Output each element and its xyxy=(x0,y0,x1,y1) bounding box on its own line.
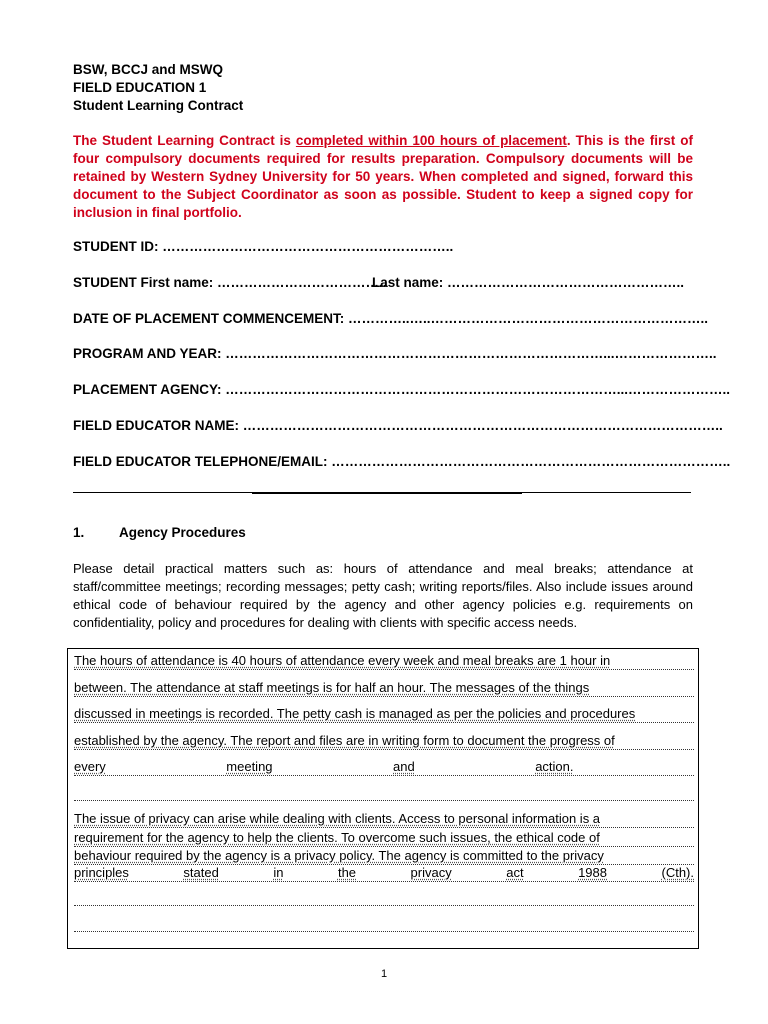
answer-line: The hours of attendance is 40 hours of attendance every week and meal breaks are 1 hour in xyxy=(74,653,694,670)
answer-line: between. The attendance at staff meetings is for half an hour. The messages of the things xyxy=(74,680,694,697)
answer-line: The issue of privacy can arise while dealing with clients. Access to personal information is a xyxy=(74,811,694,828)
answer-line: established by the agency. The report and files are in writing form to document the progress of xyxy=(74,733,694,750)
placement-commencement-field[interactable]: DATE OF PLACEMENT COMMENCEMENT: …………..…..…………………………………………………….. xyxy=(73,311,709,326)
placement-agency-field[interactable]: PLACEMENT AGENCY: ……………………………………………………………………………...………………….. xyxy=(73,382,731,397)
answer-line: principles stated in the privacy act 1988 (Cth). xyxy=(74,865,694,880)
section-instructions: Please detail practical matters such as: hours of attendance and meal breaks; attendance at staff/committee meetings; recording messages; petty cash; writing reports/files. Also include issues around ethical code of behaviour required by the agency and other agency policies e.g. requirements on confidentiality, policy and procedures for dealing with clients with specific access needs. xyxy=(73,561,693,630)
answer-line: behaviour required by the agency is a privacy policy. The agency is committed to the privacy xyxy=(74,848,694,865)
notice-emphasis: completed within 100 hours of placement xyxy=(295,133,567,148)
student-first-name-field[interactable]: STUDENT First name: ……………………………….. xyxy=(73,275,387,290)
page-number: 1 xyxy=(380,968,388,980)
document-heading xyxy=(73,61,243,115)
submission-notice: The Student Learning Contract is completed within 100 hours of placement. This is the first of four compulsory documents required for results preparation. Compulsory documents will be retained by Western Sydney University for 50 years. When completed and signed, forward this document to the Subject Coordinator as soon as possible. Student to keep a signed copy for inclusion in final portfolio. xyxy=(73,133,693,220)
section-divider-accent xyxy=(252,492,522,494)
answer-line-blank xyxy=(74,889,694,906)
answer-line-blank xyxy=(74,915,694,932)
program-codes: BSW, BCCJ and MSWQ xyxy=(73,62,224,77)
field-educator-contact-field[interactable]: FIELD EDUCATOR TELEPHONE/EMAIL: …………………………………………………………………………….. xyxy=(73,454,731,469)
student-last-name-field[interactable]: Last name: …………………………………………….. xyxy=(372,275,685,290)
section-heading-agency-procedures xyxy=(73,524,246,542)
document-title: Student Learning Contract xyxy=(73,98,244,113)
student-id-field[interactable]: STUDENT ID: ……………………………………………………….. xyxy=(73,239,454,254)
answer-line: requirement for the agency to help the clients. To overcome such issues, the ethical code of xyxy=(74,830,694,847)
answer-line-blank xyxy=(74,784,694,801)
answer-line: discussed in meetings is recorded. The petty cash is managed as per the policies and procedures xyxy=(74,706,694,723)
section-title: Agency Procedures xyxy=(119,525,246,540)
section-number: 1. xyxy=(73,525,85,540)
unit-name: FIELD EDUCATION 1 xyxy=(73,80,207,95)
program-year-field[interactable]: PROGRAM AND YEAR: …………………………………………………………………………...………………….. xyxy=(73,346,717,361)
answer-line: every meeting and action. xyxy=(74,759,694,776)
field-educator-name-field[interactable]: FIELD EDUCATOR NAME: …………………………………………………………………………………………….. xyxy=(73,418,723,433)
agency-procedures-answer-box[interactable] xyxy=(67,648,699,949)
